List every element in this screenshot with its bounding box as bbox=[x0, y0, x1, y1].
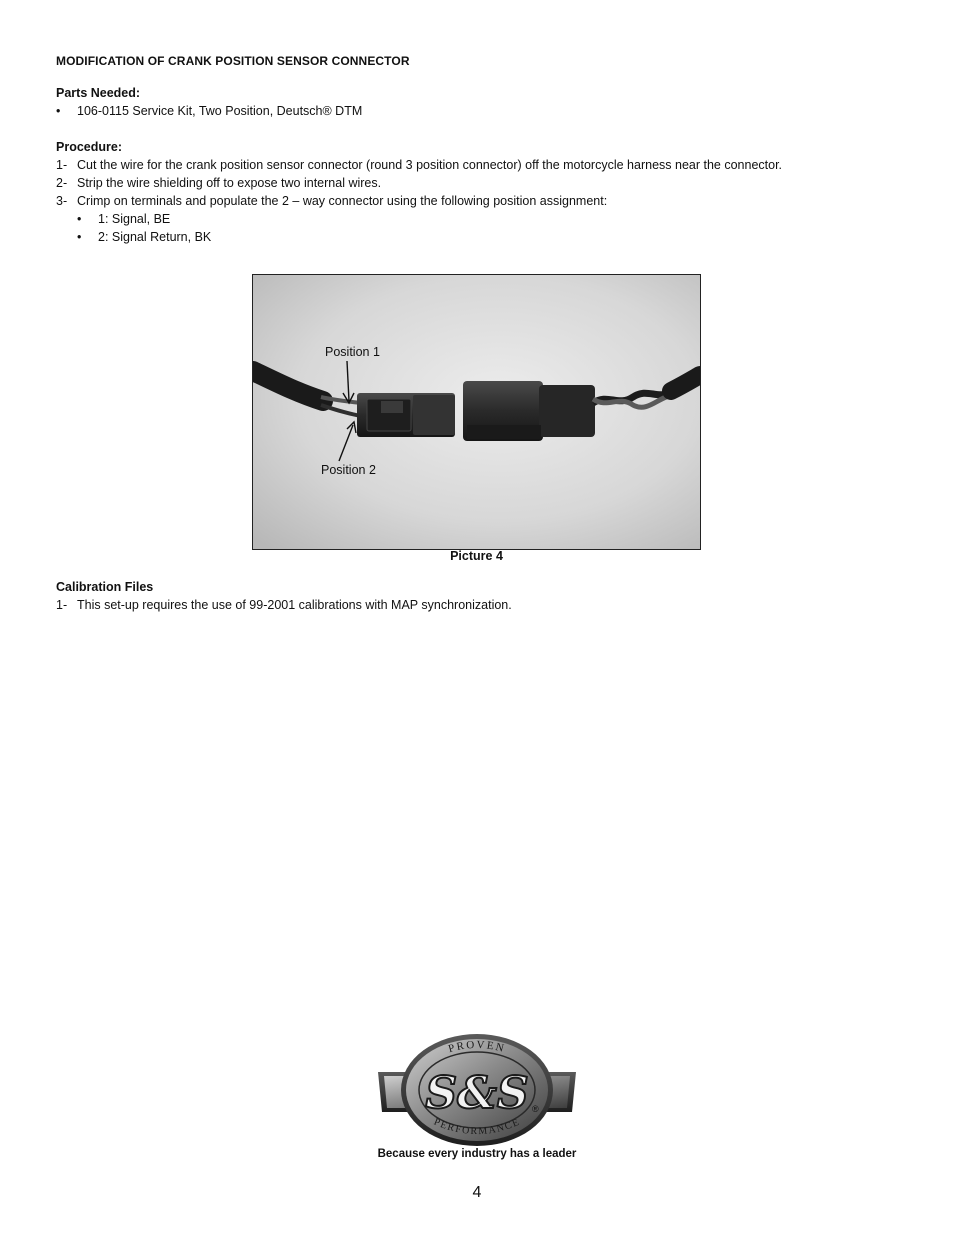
logo-top-text: PROVEN bbox=[447, 1038, 507, 1056]
parts-list-item: • 106-0115 Service Kit, Two Position, Deutsch® DTM bbox=[56, 104, 363, 118]
procedure-step: 2- Strip the wire shielding off to expose two internal wires. bbox=[56, 176, 382, 190]
figure-caption: Picture 4 bbox=[450, 549, 503, 563]
bullet-icon: • bbox=[77, 212, 82, 226]
bullet-icon: • bbox=[77, 230, 82, 244]
procedure-heading: Procedure: bbox=[56, 140, 122, 154]
calibration-step: 1- This set-up requires the use of 99-2001 calibrations with MAP synchronization. bbox=[56, 598, 512, 612]
procedure-step: 1- Cut the wire for the crank position sensor connector (round 3 position connector) off the motorcycle harness near the connector. bbox=[56, 158, 783, 172]
s-and-s-logo bbox=[376, 1028, 578, 1148]
connector-illustration bbox=[253, 275, 700, 549]
s-and-s-emblem bbox=[376, 1028, 578, 1148]
page-title: MODIFICATION OF CRANK POSITION SENSOR CONNECTOR bbox=[56, 54, 410, 68]
page-number: 4 bbox=[472, 1184, 482, 1201]
procedure-subitem: • 2: Signal Return, BK bbox=[77, 230, 212, 244]
logo-main-text: S&S bbox=[425, 1068, 529, 1119]
position-2-label: Position 2 bbox=[321, 463, 376, 477]
parts-heading: Parts Needed: bbox=[56, 86, 141, 100]
bullet-icon: • bbox=[56, 104, 61, 118]
connector-photo bbox=[252, 274, 701, 550]
tagline: Because every industry has a leader bbox=[377, 1148, 577, 1160]
position-1-label: Position 1 bbox=[325, 345, 380, 359]
logo-bottom-text: PERFORMANCE bbox=[432, 1116, 522, 1138]
procedure-subitem: • 1: Signal, BE bbox=[77, 212, 171, 226]
calibration-heading: Calibration Files bbox=[56, 580, 154, 594]
procedure-step: 3- Crimp on terminals and populate the 2 – way connector using the following position assignment: bbox=[56, 194, 608, 208]
registered-mark: ® bbox=[532, 1104, 539, 1114]
